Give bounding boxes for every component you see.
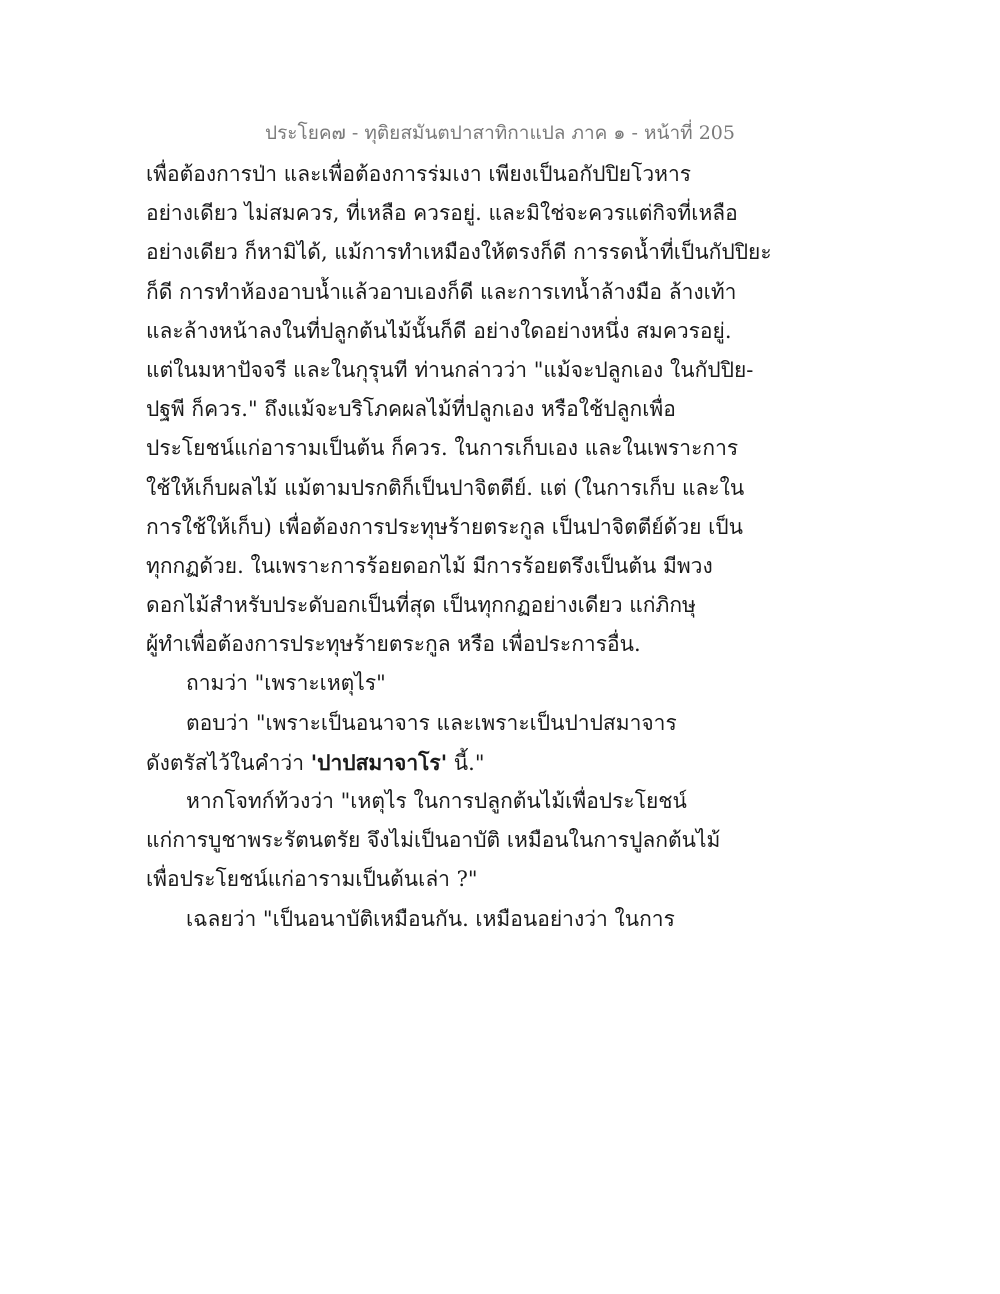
text-line: ก็ดี การทำห้องอาบน้ำแล้วอาบเองก็ดี และการเทน้ำล้างมือ ล้างเท้า [146, 279, 737, 304]
answer-text-end: นี้." [447, 750, 485, 775]
text-line: การใช้ให้เก็บ) เพื่อต้องการประทุษร้ายตระกูล เป็นปาจิตตีย์ด้วย เป็น [146, 514, 743, 539]
answer-line-continued [146, 743, 746, 782]
answer-text: ดังตรัสไว้ในคำว่า [146, 750, 311, 775]
text-line: ใช้ให้เก็บผลไม้ แม้ตามปรกติก็เป็นปาจิตตีย์. แต่ (ในการเก็บ และใน [146, 475, 745, 500]
question-line: ถามว่า "เพราะเหตุไร" [186, 671, 386, 696]
answer-line: ตอบว่า "เพราะเป็นอนาจาร และเพราะเป็นปาปสมาจาร [186, 710, 677, 735]
page-header [0, 118, 1000, 148]
text-line: และล้างหน้าลงในที่ปลูกต้นไม้นั้นก็ดี อย่างใดอย่างหนึ่ง สมควรอยู่. [146, 318, 732, 343]
objection-line: หากโจทก์ท้วงว่า "เหตุไร ในการปลูกต้นไม้เพื่อประโยชน์ [186, 789, 687, 813]
body-text [146, 155, 772, 939]
text-line: แต่ในมหาปัจจรี และในกุรุนที ท่านกล่าวว่า "แม้จะปลูกเอง ในกัปปิย- [146, 357, 754, 382]
text-line: ผู้ทำเพื่อต้องการประทุษร้ายตระกูล หรือ เพื่อประการอื่น. [146, 632, 641, 657]
text-line: เพื่อต้องการป่า และเพื่อต้องการร่มเงา เพียงเป็นอกัปปิยโวหาร [146, 162, 692, 186]
resolution-line: เฉลยว่า "เป็นอนาบัติเหมือนกัน. เหมือนอย่างว่า ในการ [186, 906, 675, 931]
text-line: ดอกไม้สำหรับประดับอกเป็นที่สุด เป็นทุกกฏอย่างเดียว แก่ภิกษุ [146, 593, 696, 618]
objection-line: เพื่อประโยชน์แก่อารามเป็นต้นเล่า ?" [146, 867, 478, 892]
text-line: ประโยชน์แก่อารามเป็นต้น ก็ควร. ในการเก็บเอง และในเพราะการ [146, 436, 739, 461]
pali-term: 'ปาปสมาจาโร' [310, 749, 448, 775]
text-line: อย่างเดียว ก็หามิได้, แม้การทำเหมืองให้ตรงก็ดี การรดน้ำที่เป็นกัปปิยะ [146, 240, 772, 265]
page-header-text: ประโยค๗ - ทุติยสมันตปาสาทิกาแปล ภาค ๑ - หน้าที่ 205 [265, 122, 735, 144]
text-line: ปฐพี ก็ควร." ถึงแม้จะบริโภคผลไม้ที่ปลูกเอง หรือใช้ปลูกเพื่อ [146, 397, 676, 422]
text-line: อย่างเดียว ไม่สมควร, ที่เหลือ ควรอยู่. และมิใช่จะควรแต่กิจที่เหลือ [146, 201, 738, 226]
text-line: ทุกกฏด้วย. ในเพราะการร้อยดอกไม้ มีการร้อยตรึงเป็นต้น มีพวง [146, 553, 713, 578]
objection-line: แก่การบูชาพระรัตนตรัย จึงไม่เป็นอาบัติ เหมือนในการปูลกต้นไม้ [146, 828, 721, 853]
